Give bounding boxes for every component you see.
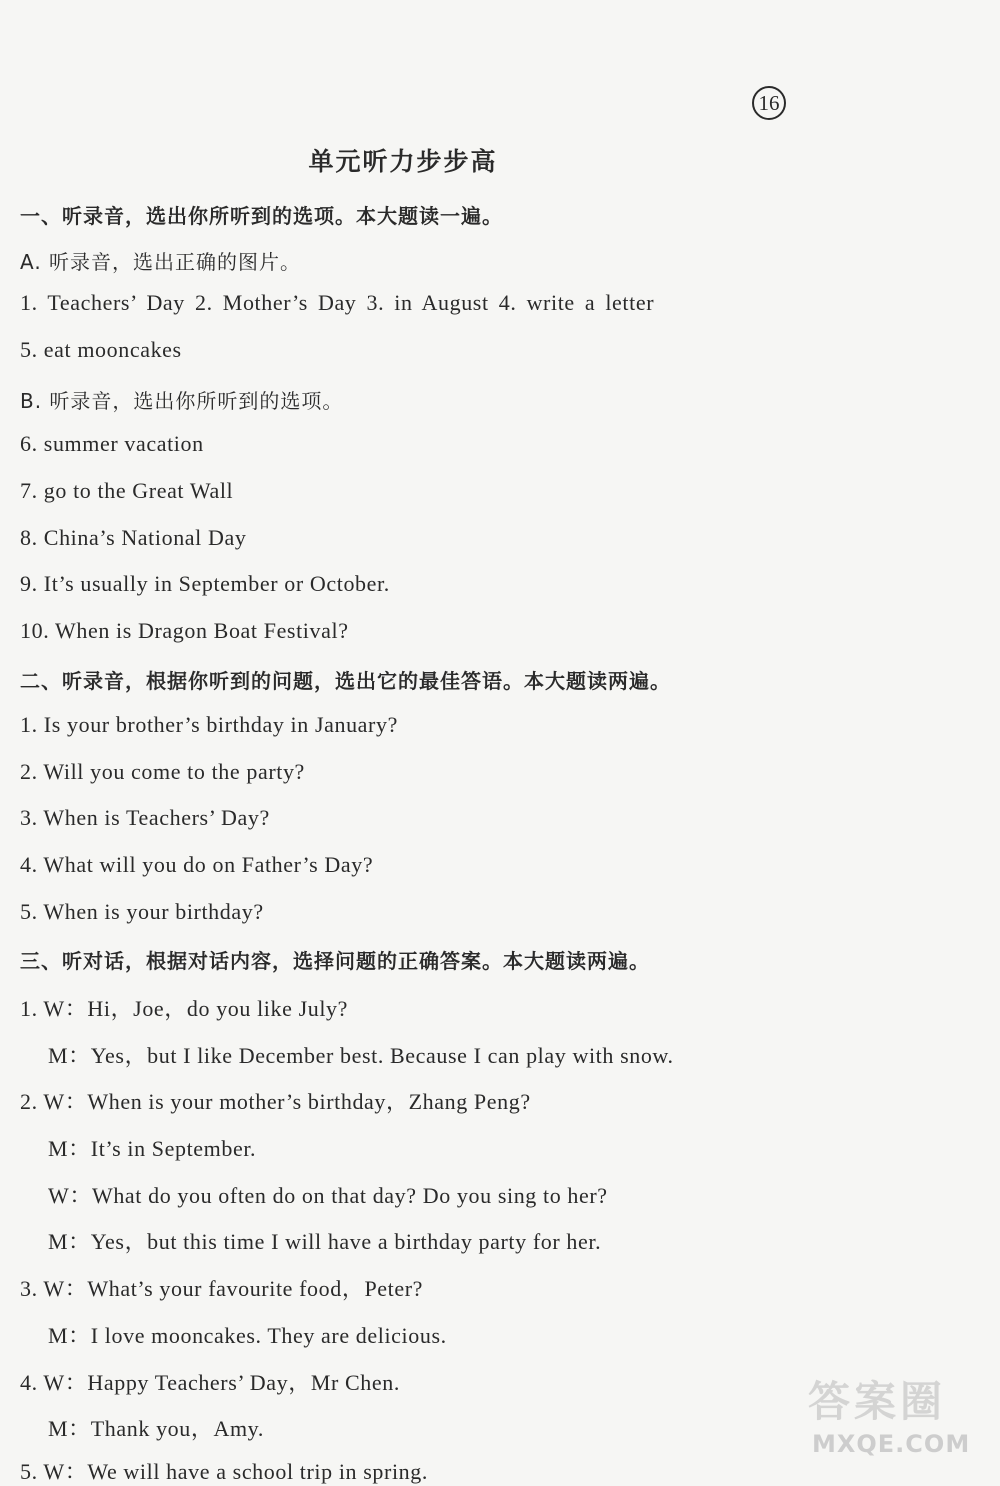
watermark-url: MXQE.COM — [812, 1430, 971, 1458]
part-b-item: 7. go to the Great Wall — [20, 478, 234, 503]
part-a-items-line-2: 5. eat mooncakes — [20, 337, 182, 362]
section-3-heading: 三、听对话，根据对话内容，选择问题的正确答案。本大题读两遍。 — [20, 949, 650, 973]
dialogue-2-man-1: M：It’s in September. — [48, 1136, 257, 1161]
part-b-item: 10. When is Dragon Boat Festival? — [20, 618, 349, 643]
dialogue-4-man: M：Thank you，Amy. — [48, 1416, 264, 1441]
dialogue-3-man: M：I love mooncakes. They are delicious. — [48, 1323, 447, 1348]
dialogue-3-woman: 3. W：What’s your favourite food，Peter? — [20, 1276, 424, 1301]
part-b-item: 9. It’s usually in September or October. — [20, 571, 390, 596]
part-b-item: 8. China’s National Day — [20, 525, 247, 550]
page-title: 单元听力步步高 — [308, 147, 498, 176]
part-b-item: 6. summer vacation — [20, 431, 204, 456]
part-b-instruction: B. 听录音，选出你所听到的选项。 — [20, 389, 344, 413]
section-2-heading: 二、听录音，根据你听到的问题，选出它的最佳答语。本大题读两遍。 — [20, 669, 671, 693]
section-2-item: 1. Is your brother’s birthday in January? — [20, 712, 398, 737]
part-a-instruction: A. 听录音，选出正确的图片。 — [20, 250, 302, 274]
dialogue-5-woman-cutoff: 5. W：We will have a school trip in spring. — [20, 1459, 428, 1484]
dialogue-2-woman-2: W：What do you often do on that day? Do you sing to her? — [48, 1183, 608, 1208]
dialogue-2-woman-1: 2. W：When is your mother’s birthday，Zhang Peng? — [20, 1089, 531, 1114]
section-2-item: 2. Will you come to the party? — [20, 759, 305, 784]
dialogue-4-woman: 4. W：Happy Teachers’ Day，Mr Chen. — [20, 1370, 400, 1395]
watermark-logo: 答案圈 — [808, 1377, 947, 1426]
dialogue-2-man-2: M：Yes，but this time I will have a birthday party for her. — [48, 1229, 602, 1254]
section-1-heading: 一、听录音，选出你所听到的选项。本大题读一遍。 — [20, 204, 503, 228]
section-2-item: 3. When is Teachers’ Day? — [20, 805, 270, 830]
dialogue-1-man: M：Yes，but I like December best. Because I can play with snow. — [48, 1043, 674, 1068]
section-2-item: 5. When is your birthday? — [20, 899, 264, 924]
part-a-items-line-1: 1. Teachers’ Day 2. Mother’s Day 3. in August 4. write a letter — [20, 290, 655, 315]
section-2-item: 4. What will you do on Father’s Day? — [20, 852, 374, 877]
dialogue-1-woman: 1. W：Hi，Joe，do you like July? — [20, 996, 349, 1021]
page-number: 16 — [752, 86, 786, 120]
